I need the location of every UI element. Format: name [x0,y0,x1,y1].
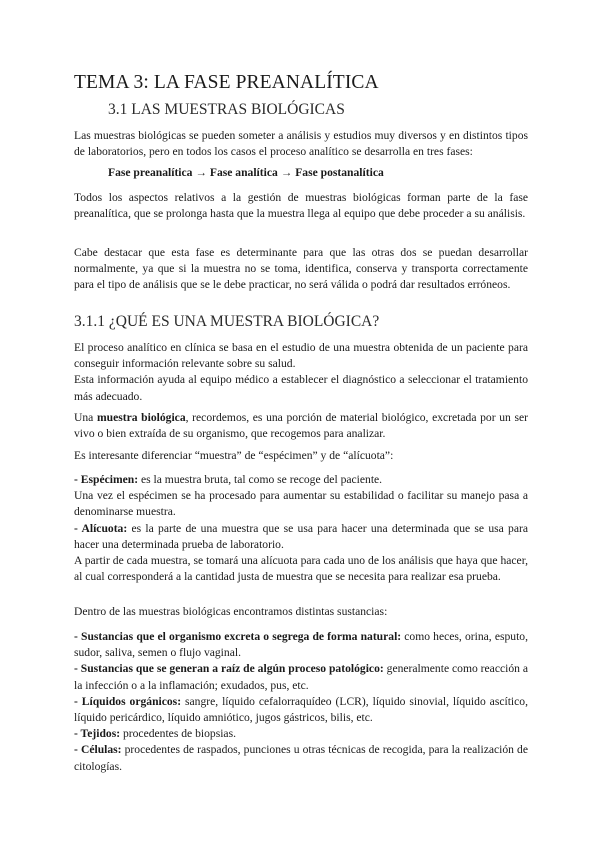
list-item [74,661,528,693]
specimen-term: - Espécimen: [74,473,139,486]
subsection-heading: 3.1.1 ¿QUÉ ES UNA MUESTRA BIOLÓGICA? [74,313,380,330]
section-heading: 3.1 LAS MUESTRAS BIOLÓGICAS [108,101,345,118]
intro-paragraph: Las muestras biológicas se pueden someter a análisis y estudios muy diversos y en distintos tipos de laboratorios, pero en todos los casos el proceso analítico se desarrolla en tres fases: [74,129,528,159]
paragraph-destacar: Cabe destacar que esta fase es determinante para que las otras dos se puedan desarrollar normalmente, ya que si la muestra no se toma, identifica, conserva y transporta correctamente para el tipo de análisis que se le debe practicar, no será válida o podrá dar resultados erróneos. [74,246,528,292]
paragraph-proceso-a: El proceso analítico en clínica se basa en el estudio de una muestra obtenida de un paciente para conseguir información relevante sobre su salud. [74,341,528,371]
paragraph-proceso [74,340,528,405]
definition-term: muestra biológica [96,411,186,424]
list-item-term: - Sustancias que se generan a raíz de algún proceso patológico: [74,662,384,676]
page-title: TEMA 3: LA FASE PREANALÍTICA [74,72,379,93]
specimen-more: Una vez el espécimen se ha procesado para aumentar su estabilidad o facilitar su manejo pasa a denominarse muestra. [74,489,528,519]
aliquot-more: A partir de cada muestra, se tomará una alícuota para cada uno de los análisis que haya que hacer, al cual corresponderá a la cantidad justa de muestra que se necesita para realizar esa prueba. [74,554,528,584]
list-item-text: generalmente como reacción a la infección o a la inflamación; exudados, pus, etc. [74,662,528,692]
list-item-term: - Células: [74,743,122,757]
list-item [74,726,528,742]
paragraph-proceso-b: Esta información ayuda al equipo médico a establecer el diagnóstico a seleccionar el tratamiento más adecuado. [74,373,528,403]
specimen-block [74,472,528,585]
list-item-term: - Tejidos: [74,727,121,741]
list-item-term: - Líquidos orgánicos: [74,694,182,708]
list-item-text: procedentes de raspados, punciones u otras técnicas de recogida, para la realización de citologías. [74,743,528,773]
list-item [74,629,528,661]
list-item-term: - Sustancias que el organismo excreta o segrega de forma natural: [74,630,402,643]
paragraph-diferenciar: Es interesante diferenciar “muestra” de “espécimen” y de “alícuota”: [74,449,394,462]
definition-text: , recordemos, es una porción de material biológico, excretada por un ser vivo o bien extraída de su organismo, que recogemos para analizar. [74,411,528,441]
phases-line: Fase preanalítica → Fase analítica → Fase postanalítica [108,166,384,179]
aliquot-term: - Alícuota: [74,521,128,535]
list-item [74,694,528,726]
definition-prefix: Una [74,411,97,424]
list-item-text: como heces, orina, esputo, sudor, saliva, semen o flujo vaginal. [74,630,528,660]
list-item [74,742,528,774]
list-item-text: sangre, líquido cefalorraquídeo (LCR), líquido sinovial, líquido ascítico, líquido pericárdico, líquido amniótico, jugos gástricos, bilis, etc. [74,694,528,725]
paragraph-definition [74,410,528,442]
paragraph-gestion: Todos los aspectos relativos a la gestión de muestras biológicas forman parte de la fase preanalítica, que se prolonga hasta que la muestra llega al equipo que debe proceder a su análisis. [74,191,528,221]
aliquot-text: es la parte de una muestra que se usa para hacer una determinada que se usa para hacer una determinada prueba de laboratorio. [74,521,529,551]
paragraph-sustancias: Dentro de las muestras biológicas encontramos distintas sustancias: [74,605,388,618]
substances-list [74,629,528,775]
list-item-text: procedentes de biopsias. [120,727,236,741]
specimen-text: es la muestra bruta, tal como se recoge del paciente. [138,473,383,486]
